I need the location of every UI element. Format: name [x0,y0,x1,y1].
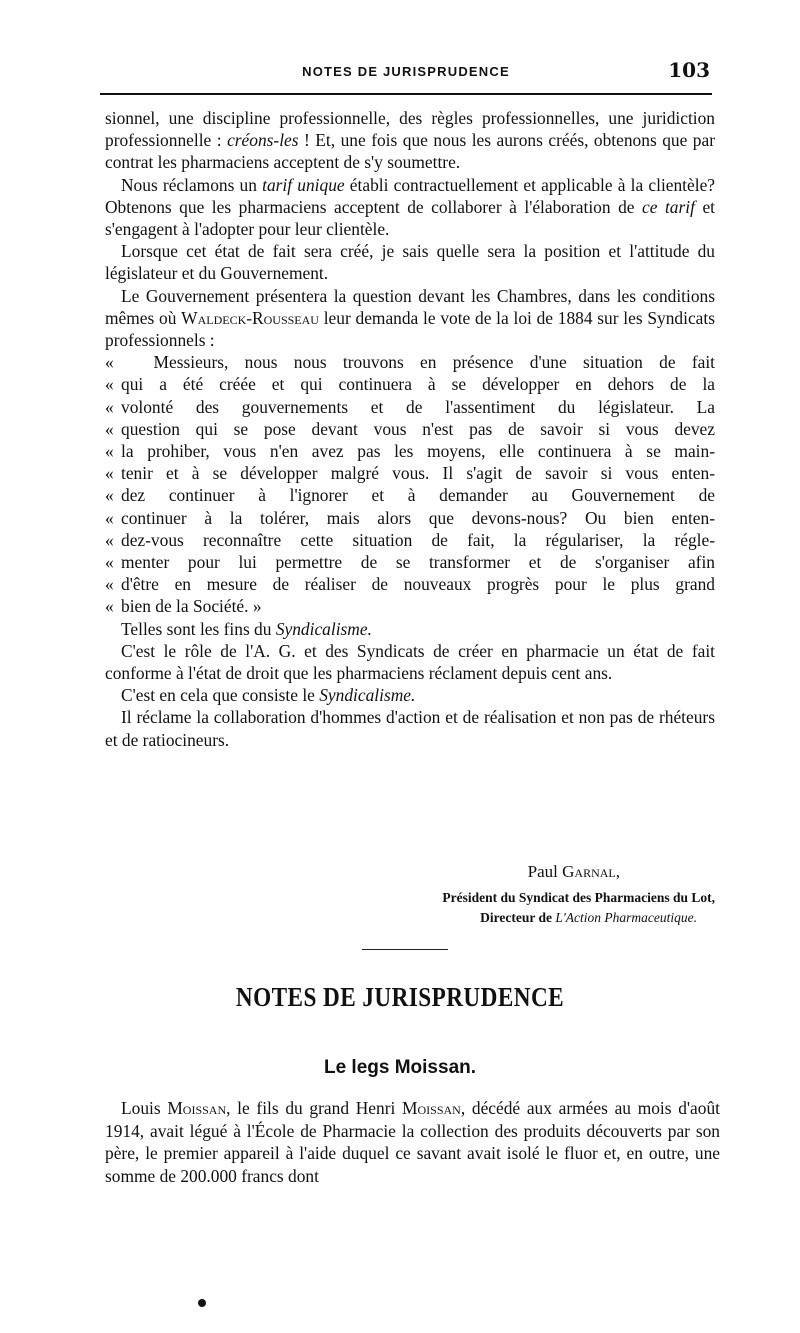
quote-line: « continuer à la tolérer, mais alors que devons-nous? Ou bien enten- [105,507,715,528]
quote-line: « qui a été créée et qui continuera à se développer en dehors de la [105,374,715,395]
subsection-title: Le legs Moissan. [323,1057,477,1078]
quote-line: « menter pour lui permettre de se transformer et de s'organiser afin [105,552,715,573]
quote-line: « d'être en mesure de réaliser de nouveaux progrès pour le plus grand [105,574,715,595]
quote-line: « question qui se pose devant vous n'est pas de savoir si vous devez [105,418,715,439]
quote-line: « Messieurs, nous nous trouvons en présence d'une situation de fait [105,352,715,373]
running-title: NOTES DE JURISPRUDENCE [302,64,510,79]
quote-line: « tenir et à se développer malgré vous. Il s'agit de savoir si vous enten- [105,463,715,484]
emphasis: Syndicalisme. [275,618,372,639]
running-head [100,58,712,88]
paragraph: Lorsque cet état de fait sera créé, je sais quelle sera la position et l'attitude du législateur et du Gouvernement. [105,241,715,284]
paragraph: C'est le rôle de l'A. G. et des Syndicats de créer en pharmacie un état de fait conforme à l'état de droit que les pharmaciens réclament depuis cent ans. [105,640,715,684]
page-number: 103 [668,58,710,82]
quote-line: « bien de la Société. » [105,596,262,617]
paragraph: Louis Moissan, le fils du grand Henri Moissan, décédé aux armées au mois d'août 1914, avait légué à l'École de Pharmacie la collection des produits découverts par son père, le premier appareil à l'aide duquel ce savant avait isolé le fluor et, en outre, une somme de 200.000 francs dont [105,1098,720,1186]
quote-line: « dez continuer à l'ignorer et à demander au Gouvernement de [105,485,715,506]
paragraph: Nous réclamons un tarif unique établi contractuellement et applicable à la clientèle? Obtenons que les pharmaciens acceptent de collaborer à l'élaboration de ce tarif et s'engagent à l'adopter pour leur clientèle. [105,174,716,240]
emphasis: tarif unique [262,174,345,195]
signature-block [105,862,715,928]
header-rule [100,93,712,95]
paragraph: Le Gouvernement présentera la question devant les Chambres, dans les conditions mêmes où Waldeck-Rousseau leur demanda le vote de la loi de 1884 sur les Syndicats professionnels : [105,285,715,351]
small-caps-name: Waldeck-Rousseau [181,307,319,328]
signature-role: Président du Syndicat des Pharmaciens du Lot, [442,890,715,905]
section-title: NOTES DE JURISPRUDENCE [235,982,565,1012]
quotation [105,351,715,617]
article-body [105,107,715,751]
paragraph: Telles sont les fins du Syndicalisme. [121,618,372,639]
section-body [105,1097,720,1187]
quote-line: « volonté des gouvernements et de l'assentiment du législateur. La [105,396,715,417]
paragraph: C'est en cela que consiste le Syndicalisme. [121,685,416,706]
emphasis: ce tarif [642,196,695,217]
paragraph: sionnel, une discipline professionnelle, des règles professionnelles, une juridiction professionnelle : créons-les ! Et, une fois que nous les aurons créés, obtenons que par contrat les pharmaciens acceptent de s'y soumettre. [105,108,715,173]
signature-role: Directeur de L'Action Pharmaceutique. [480,910,697,925]
ink-dot [198,1299,206,1307]
section-divider [362,949,448,950]
paragraph: Il réclame la collaboration d'hommes d'action et de réalisation et non pas de rhéteurs et de ratiocineurs. [105,707,715,750]
signature-name: Paul Garnal, [527,862,620,881]
quote-line: « la prohiber, vous n'en avez pas les moyens, elle continuera à se main- [105,441,715,462]
emphasis: Syndicalisme. [319,685,416,706]
quote-line: « dez-vous reconnaître cette situation de fait, la régulariser, la régle- [105,529,715,550]
emphasis: créons-les [227,130,299,151]
